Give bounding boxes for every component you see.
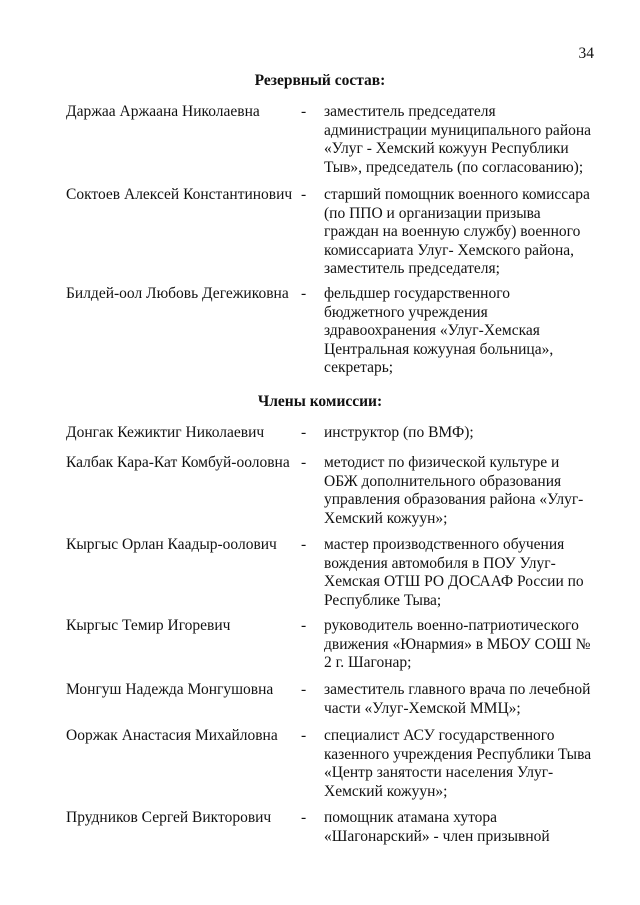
dash: - <box>301 681 307 698</box>
member-name: Кыргыс Орлан Каадыр-оолович <box>66 536 277 553</box>
page-number: 34 <box>578 45 594 62</box>
dash: - <box>301 617 307 634</box>
dash: - <box>301 454 307 471</box>
dash: - <box>301 809 307 826</box>
members-heading: Члены комиссии: <box>257 393 383 410</box>
dash: - <box>301 186 307 203</box>
member-role: старший помощник военного комиссара (по ППО и организации призыва граждан на военную службу) военного комиссариата Улуг- Хемского района, заместитель председателя; <box>324 186 590 277</box>
member-name: Соктоев Алексей Константинович <box>66 186 293 203</box>
member-name: Ооржак Анастасия Михайловна <box>66 727 278 744</box>
member-role: заместитель председателя администрации муниципального района «Улуг - Хемский кожуун Республики Тыв», председатель (по согласованию); <box>324 103 592 176</box>
member-role: заместитель главного врача по лечебной части «Улуг-Хемской ММЦ»; <box>324 681 591 717</box>
member-name: Донгак Кежиктиг Николаевич <box>66 424 265 441</box>
dash: - <box>301 536 307 553</box>
member-name: Даржаа Аржаана Николаевна <box>66 103 260 120</box>
member-role: методист по физической культуре и ОБЖ дополнительного образования управления образования района «Улуг-Хемский кожуун»; <box>324 454 584 527</box>
member-role: руководитель военно-патриотического движения «Юнармия» в МБОУ СОШ № 2 г. Шагонар; <box>324 617 591 671</box>
member-role: инструктор (по ВМФ); <box>324 424 474 441</box>
member-role: специалист АСУ государственного казенного учреждения Республики Тыва «Центр занятости населения Улуг-Хемский кожуун»; <box>324 727 592 800</box>
member-name: Кыргыс Темир Игоревич <box>66 617 231 634</box>
member-name: Прудников Сергей Викторович <box>66 809 272 826</box>
reserve-heading: Резервный состав: <box>254 72 386 89</box>
dash: - <box>301 727 307 744</box>
member-name: Билдей-оол Любовь Дегежиковна <box>66 285 289 302</box>
member-name: Монгуш Надежда Монгушовна <box>66 681 274 698</box>
member-role: фельдшер государственного бюджетного учреждения здравоохранения «Улуг-Хемская Центральная кожууная больница», секретарь; <box>324 285 554 376</box>
dash: - <box>301 285 307 302</box>
member-role: мастер производственного обучения вождения автомобиля в ПОУ Улуг-Хемская ОТШ РО ДОСААФ России по Республике Тыва; <box>324 536 584 609</box>
dash: - <box>301 424 307 441</box>
dash: - <box>301 103 307 120</box>
member-name: Калбак Кара-Кат Комбуй-ооловна <box>66 454 290 471</box>
member-role: помощник атамана хутора «Шагонарский» - член призывной <box>324 809 550 845</box>
